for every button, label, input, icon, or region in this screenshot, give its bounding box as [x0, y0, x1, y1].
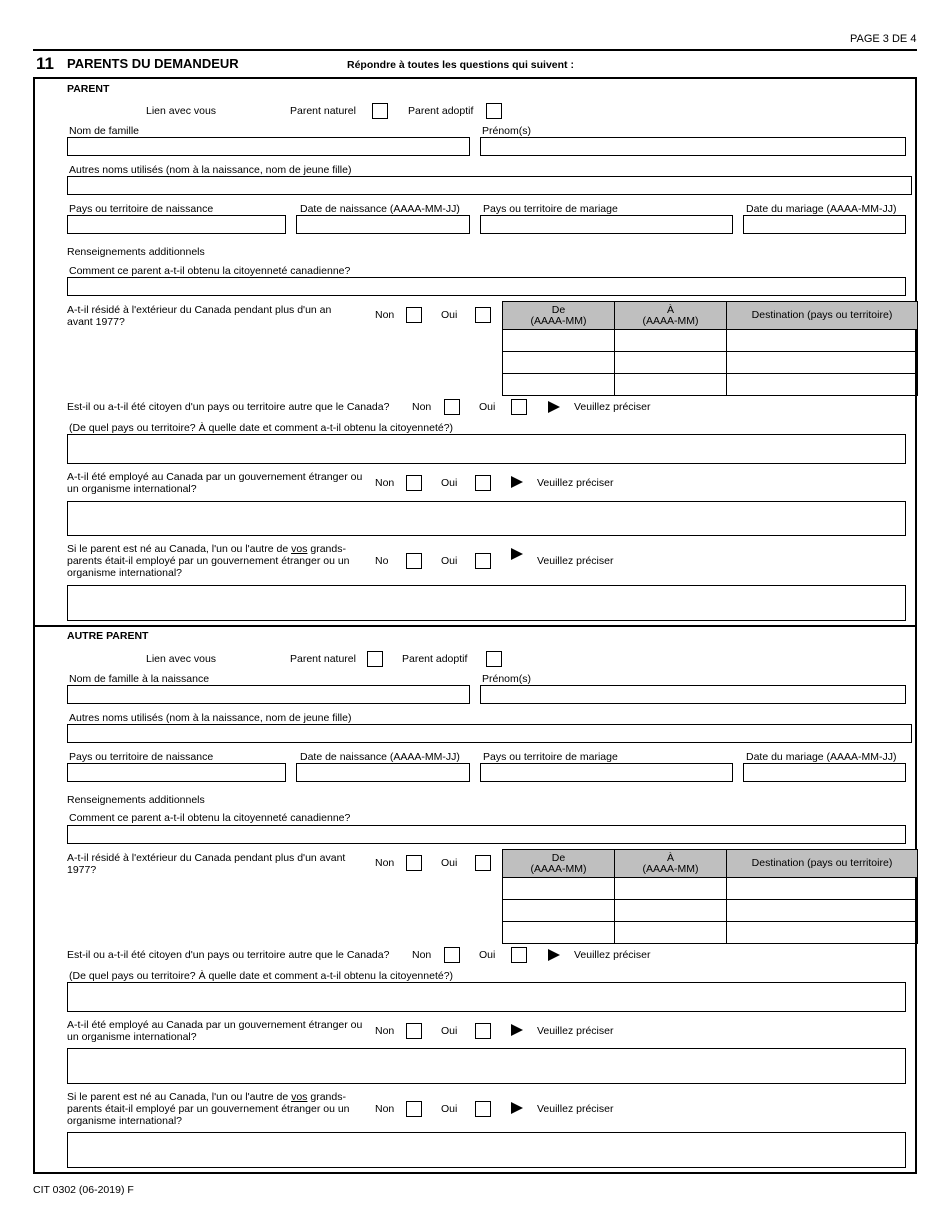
residence-table — [502, 849, 918, 944]
grandparents-yes-label: Oui — [441, 555, 458, 567]
grandparents-text: grands-parents était-il employé par un gouvernement étranger ou un organisme international? — [67, 543, 350, 579]
section-instruction: Répondre à toutes les questions qui suivent : — [347, 59, 574, 71]
table-cell[interactable] — [503, 374, 615, 396]
birth-country-field[interactable] — [67, 215, 286, 234]
surname-label: Nom de famille à la naissance — [69, 673, 210, 685]
marriage-date-label: Date du mariage (AAAA-MM-JJ) — [746, 203, 897, 215]
adoptive-parent-checkbox[interactable] — [486, 651, 502, 667]
from-header: De (AAAA-MM) — [503, 302, 615, 330]
table-cell[interactable] — [615, 878, 727, 900]
table-cell[interactable] — [503, 922, 615, 944]
residence-table — [502, 301, 918, 396]
birth-date-label: Date de naissance (AAAA-MM-JJ) — [300, 203, 460, 215]
marriage-country-field[interactable] — [480, 215, 733, 234]
how-citizen-label: Comment ce parent a-t-il obtenu la citoyenneté canadienne? — [69, 265, 351, 277]
other-parent-heading: AUTRE PARENT — [67, 630, 149, 642]
to-header: À (AAAA-MM) — [615, 302, 727, 330]
marriage-country-label: Pays ou territoire de mariage — [483, 203, 618, 215]
destination-header: Destination (pays ou territoire) — [727, 850, 918, 878]
resided-yes-checkbox[interactable] — [475, 307, 491, 323]
grandparents-no-label: Non — [375, 1103, 395, 1115]
other-names-field[interactable] — [67, 176, 912, 195]
surname-field[interactable] — [67, 137, 470, 156]
destination-header: Destination (pays ou territoire) — [727, 302, 918, 330]
how-citizen-label: Comment ce parent a-t-il obtenu la citoyenneté canadienne? — [69, 812, 351, 824]
grandparents-question — [67, 1091, 367, 1127]
employed-no-checkbox[interactable] — [406, 1023, 422, 1039]
citizen-other-yes-label: Oui — [479, 401, 496, 413]
natural-parent-checkbox[interactable] — [367, 651, 383, 667]
table-cell[interactable] — [615, 330, 727, 352]
page-number: PAGE 3 DE 4 — [850, 33, 917, 45]
relationship-label: Lien avec vous — [146, 653, 217, 665]
employed-question: A-t-il été employé au Canada par un gouvernement étranger ou un organisme international? — [67, 1019, 363, 1043]
adoptive-parent-checkbox[interactable] — [486, 103, 502, 119]
birth-country-label: Pays ou territoire de naissance — [69, 203, 214, 215]
to-header: À (AAAA-MM) — [615, 850, 727, 878]
resided-question: A-t-il résidé à l'extérieur du Canada pendant plus d'un avant 1977? — [67, 852, 346, 876]
adoptive-parent-label: Parent adoptif — [408, 105, 474, 117]
given-name-field[interactable] — [480, 137, 906, 156]
citizen-other-yes-label: Oui — [479, 949, 496, 961]
grandparents-details-field[interactable] — [67, 585, 906, 621]
resided-no-label: Non — [375, 309, 395, 321]
grandparents-text: grands-parents était-il employé par un gouvernement étranger ou un organisme international? — [67, 1091, 350, 1127]
other-names-field[interactable] — [67, 724, 912, 743]
parent-heading: PARENT — [67, 83, 110, 95]
employed-details-field[interactable] — [67, 1048, 906, 1084]
which-country-field[interactable] — [67, 982, 906, 1012]
which-country-field[interactable] — [67, 434, 906, 464]
adoptive-parent-label: Parent adoptif — [402, 653, 468, 665]
specify-label: Veuillez préciser — [537, 1103, 614, 1115]
arrow-right-icon — [511, 1102, 523, 1114]
employed-yes-checkbox[interactable] — [475, 1023, 491, 1039]
other-names-label: Autres noms utilisés (nom à la naissance, nom de jeune fille) — [69, 164, 352, 176]
table-cell[interactable] — [615, 352, 727, 374]
section-divider — [33, 625, 917, 627]
grandparents-no-label: No — [375, 555, 389, 567]
grandparents-text: Si le parent est né au Canada, l'un ou l'autre de — [67, 1091, 292, 1103]
marriage-country-label: Pays ou territoire de mariage — [483, 751, 618, 763]
table-cell[interactable] — [503, 878, 615, 900]
table-cell[interactable] — [615, 900, 727, 922]
employed-no-checkbox[interactable] — [406, 475, 422, 491]
how-citizen-field[interactable] — [67, 825, 906, 844]
header-rule — [33, 49, 917, 51]
natural-parent-label: Parent naturel — [290, 653, 356, 665]
arrow-right-icon — [548, 949, 560, 961]
citizen-other-no-label: Non — [412, 949, 432, 961]
resided-no-checkbox[interactable] — [406, 855, 422, 871]
table-cell[interactable] — [727, 330, 918, 352]
resided-no-checkbox[interactable] — [406, 307, 422, 323]
specify-label: Veuillez préciser — [537, 555, 614, 567]
birth-country-label: Pays ou territoire de naissance — [69, 751, 214, 763]
grandparents-emphasis: vos — [291, 543, 308, 555]
employed-question: A-t-il été employé au Canada par un gouvernement étranger ou un organisme international? — [67, 471, 363, 495]
table-cell[interactable] — [503, 330, 615, 352]
citizen-other-question: Est-il ou a-t-il été citoyen d'un pays ou territoire autre que le Canada? — [67, 401, 390, 413]
employed-no-label: Non — [375, 477, 395, 489]
table-cell[interactable] — [727, 352, 918, 374]
birth-date-field[interactable] — [296, 215, 470, 234]
citizen-other-yes-checkbox[interactable] — [511, 399, 527, 415]
arrow-right-icon — [511, 476, 523, 488]
citizen-other-no-checkbox[interactable] — [444, 947, 460, 963]
grandparents-yes-checkbox[interactable] — [475, 553, 491, 569]
grandparents-details-field[interactable] — [67, 1132, 906, 1168]
birth-date-field[interactable] — [296, 763, 470, 782]
grandparents-no-checkbox[interactable] — [406, 553, 422, 569]
other-names-label: Autres noms utilisés (nom à la naissance, nom de jeune fille) — [69, 712, 352, 724]
table-cell[interactable] — [727, 900, 918, 922]
grandparents-yes-label: Oui — [441, 1103, 458, 1115]
citizen-other-question: Est-il ou a-t-il été citoyen d'un pays ou territoire autre que le Canada? — [67, 949, 390, 961]
given-name-label: Prénom(s) — [482, 125, 532, 137]
citizen-other-no-checkbox[interactable] — [444, 399, 460, 415]
employed-yes-checkbox[interactable] — [475, 475, 491, 491]
table-cell[interactable] — [503, 352, 615, 374]
resided-yes-label: Oui — [441, 857, 458, 869]
marriage-date-label: Date du mariage (AAAA-MM-JJ) — [746, 751, 897, 763]
resided-yes-label: Oui — [441, 309, 458, 321]
table-cell[interactable] — [727, 922, 918, 944]
grandparents-yes-checkbox[interactable] — [475, 1101, 491, 1117]
marriage-date-field[interactable] — [743, 763, 906, 782]
how-citizen-field[interactable] — [67, 277, 906, 296]
additional-info-label: Renseignements additionnels — [67, 794, 205, 806]
birth-date-label: Date de naissance (AAAA-MM-JJ) — [300, 751, 460, 763]
which-country-label: (De quel pays ou territoire? À quelle date et comment a-t-il obtenu la citoyenneté?) — [69, 422, 454, 434]
table-cell[interactable] — [727, 374, 918, 396]
given-name-label: Prénom(s) — [482, 673, 532, 685]
grandparents-no-checkbox[interactable] — [406, 1101, 422, 1117]
arrow-right-icon — [511, 548, 523, 560]
specify-label: Veuillez préciser — [537, 477, 614, 489]
birth-country-field[interactable] — [67, 763, 286, 782]
table-cell[interactable] — [503, 900, 615, 922]
employed-yes-label: Oui — [441, 1025, 458, 1037]
grandparents-text: Si le parent est né au Canada, l'un ou l'autre de — [67, 543, 292, 555]
grandparents-emphasis: vos — [291, 1091, 308, 1103]
specify-label: Veuillez préciser — [574, 949, 651, 961]
resided-question: A-t-il résidé à l'extérieur du Canada pendant plus d'un an avant 1977? — [67, 304, 332, 328]
from-header: De (AAAA-MM) — [503, 850, 615, 878]
surname-field[interactable] — [67, 685, 470, 704]
given-name-field[interactable] — [480, 685, 906, 704]
natural-parent-label: Parent naturel — [290, 105, 356, 117]
employed-details-field[interactable] — [67, 501, 906, 536]
citizen-other-yes-checkbox[interactable] — [511, 947, 527, 963]
which-country-label: (De quel pays ou territoire? À quelle date et comment a-t-il obtenu la citoyenneté?) — [69, 970, 454, 982]
resided-no-label: Non — [375, 857, 395, 869]
employed-yes-label: Oui — [441, 477, 458, 489]
resided-yes-checkbox[interactable] — [475, 855, 491, 871]
table-cell[interactable] — [727, 878, 918, 900]
marriage-date-field[interactable] — [743, 215, 906, 234]
surname-label: Nom de famille — [69, 125, 140, 137]
additional-info-label: Renseignements additionnels — [67, 246, 205, 258]
relationship-label: Lien avec vous — [146, 105, 217, 117]
section-number: 11 — [36, 54, 54, 73]
specify-label: Veuillez préciser — [537, 1025, 614, 1037]
specify-label: Veuillez préciser — [574, 401, 651, 413]
grandparents-question — [67, 543, 367, 579]
table-cell[interactable] — [615, 374, 727, 396]
arrow-right-icon — [511, 1024, 523, 1036]
arrow-right-icon — [548, 401, 560, 413]
section-title: PARENTS DU DEMANDEUR — [67, 56, 239, 71]
table-cell[interactable] — [615, 922, 727, 944]
marriage-country-field[interactable] — [480, 763, 733, 782]
citizen-other-no-label: Non — [412, 401, 432, 413]
form-code: CIT 0302 (06-2019) F — [33, 1184, 134, 1196]
employed-no-label: Non — [375, 1025, 395, 1037]
natural-parent-checkbox[interactable] — [372, 103, 388, 119]
